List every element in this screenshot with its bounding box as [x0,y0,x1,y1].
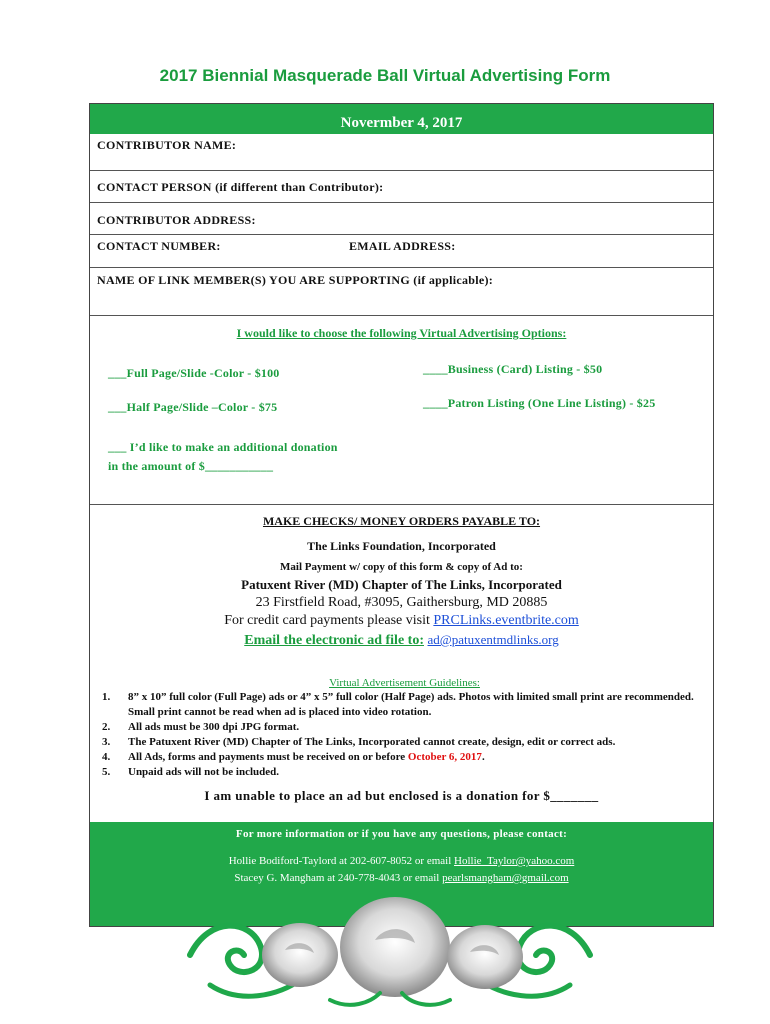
ad-email-link[interactable]: ad@patuxentmdlinks.org [427,632,559,647]
contributor-name-label: CONTRIBUTOR NAME: [97,138,237,152]
mail-note: Mail Payment w/ copy of this form & copy of Ad to: [280,561,523,573]
guidelines-heading: Virtual Advertisement Guidelines: [329,677,480,689]
option-donation-line2[interactable]: in the amount of $___________ [108,459,274,473]
option-business-listing[interactable]: ____Business (Card) Listing - $50 [423,362,603,376]
event-date: Novermber 4, 2017 [90,104,713,134]
option-half-page[interactable]: ___Half Page/Slide –Color - $75 [108,400,278,414]
donation-note: I am unable to place an ad but enclosed is a donation for $_______ [204,788,599,803]
contact-heading: For more information or if you have any questions, please contact: [235,828,568,840]
payee-name: The Links Foundation, Incorporated [307,539,496,553]
email-ad-line [90,632,713,649]
options-heading: I would like to choose the following Virtual Advertising Options: [236,326,567,340]
guideline-item: 2. All ads must be 300 dpi JPG format. [102,721,300,733]
link-member-label: NAME OF LINK MEMBER(S) YOU ARE SUPPORTING (if applicable): [97,273,494,287]
email-address-label: EMAIL ADDRESS: [349,239,456,253]
guideline-item: 4. All Ads, forms and payments must be received on or before October 6, 2017. [102,751,485,763]
payment-heading: MAKE CHECKS/ MONEY ORDERS PAYABLE TO: [262,514,541,528]
option-donation-line1[interactable]: ___ I’d like to make an additional donation [108,440,338,454]
contact-email-2[interactable]: pearlsmangham@gmail.com [442,872,569,884]
guideline-item: 3. The Patuxent River (MD) Chapter of The Links, Incorporated cannot create, design, edit or correct ads. [102,736,616,748]
guideline-item: 5. Unpaid ads will not be included. [102,766,279,778]
guideline-item: 1. 8” x 10” full color (Full Page) ads or 4” x 5” full color (Half Page) ads. Photos with limited small print are recommended. Small print cannot be read when ad is placed into video rotation. [102,691,694,718]
advertising-options [90,316,713,505]
contributor-name-field[interactable] [90,134,713,171]
credit-card-text: For credit card payments please visit [224,613,434,628]
rose-flourish-decoration [180,885,600,1020]
contributor-address-field[interactable] [90,203,713,235]
mailing-address: 23 Firstfield Road, #3095, Gaithersburg, MD 20885 [255,595,548,610]
form-title: 2017 Biennial Masquerade Ball Virtual Advertising Form [159,66,611,85]
contact-line-1: Hollie Bodiford-Taylord at 202-607-8052 or email Hollie_Taylor@yahoo.com [228,855,575,867]
credit-card-line [90,613,713,629]
email-ad-text: Email the electronic ad file to: [244,633,424,648]
contributor-address-label: CONTRIBUTOR ADDRESS: [97,213,256,227]
contact-number-label: CONTACT NUMBER: [97,239,221,253]
contact-row[interactable] [90,235,713,268]
link-member-field[interactable] [90,268,713,316]
contact-person-field[interactable] [90,171,713,203]
chapter-name: Patuxent River (MD) Chapter of The Links, Incorporated [241,577,562,592]
option-full-page[interactable]: ___Full Page/Slide -Color - $100 [108,366,280,380]
ad-guidelines [102,677,707,780]
payment-section [90,505,713,824]
contact-line-2: Stacey G. Mangham at 240-778-4043 or email pearlsmangham@gmail.com [234,872,569,884]
contact-email-1[interactable]: Hollie_Taylor@yahoo.com [454,855,575,867]
eventbrite-link[interactable]: PRCLinks.eventbrite.com [433,613,579,628]
guidelines-list [102,690,707,780]
deadline-date: October 6, 2017 [407,751,482,763]
contact-person-label: CONTACT PERSON (if different than Contributor): [97,180,384,194]
advertising-form [89,103,714,927]
option-patron-listing[interactable]: ____Patron Listing (One Line Listing) - $25 [423,396,656,410]
